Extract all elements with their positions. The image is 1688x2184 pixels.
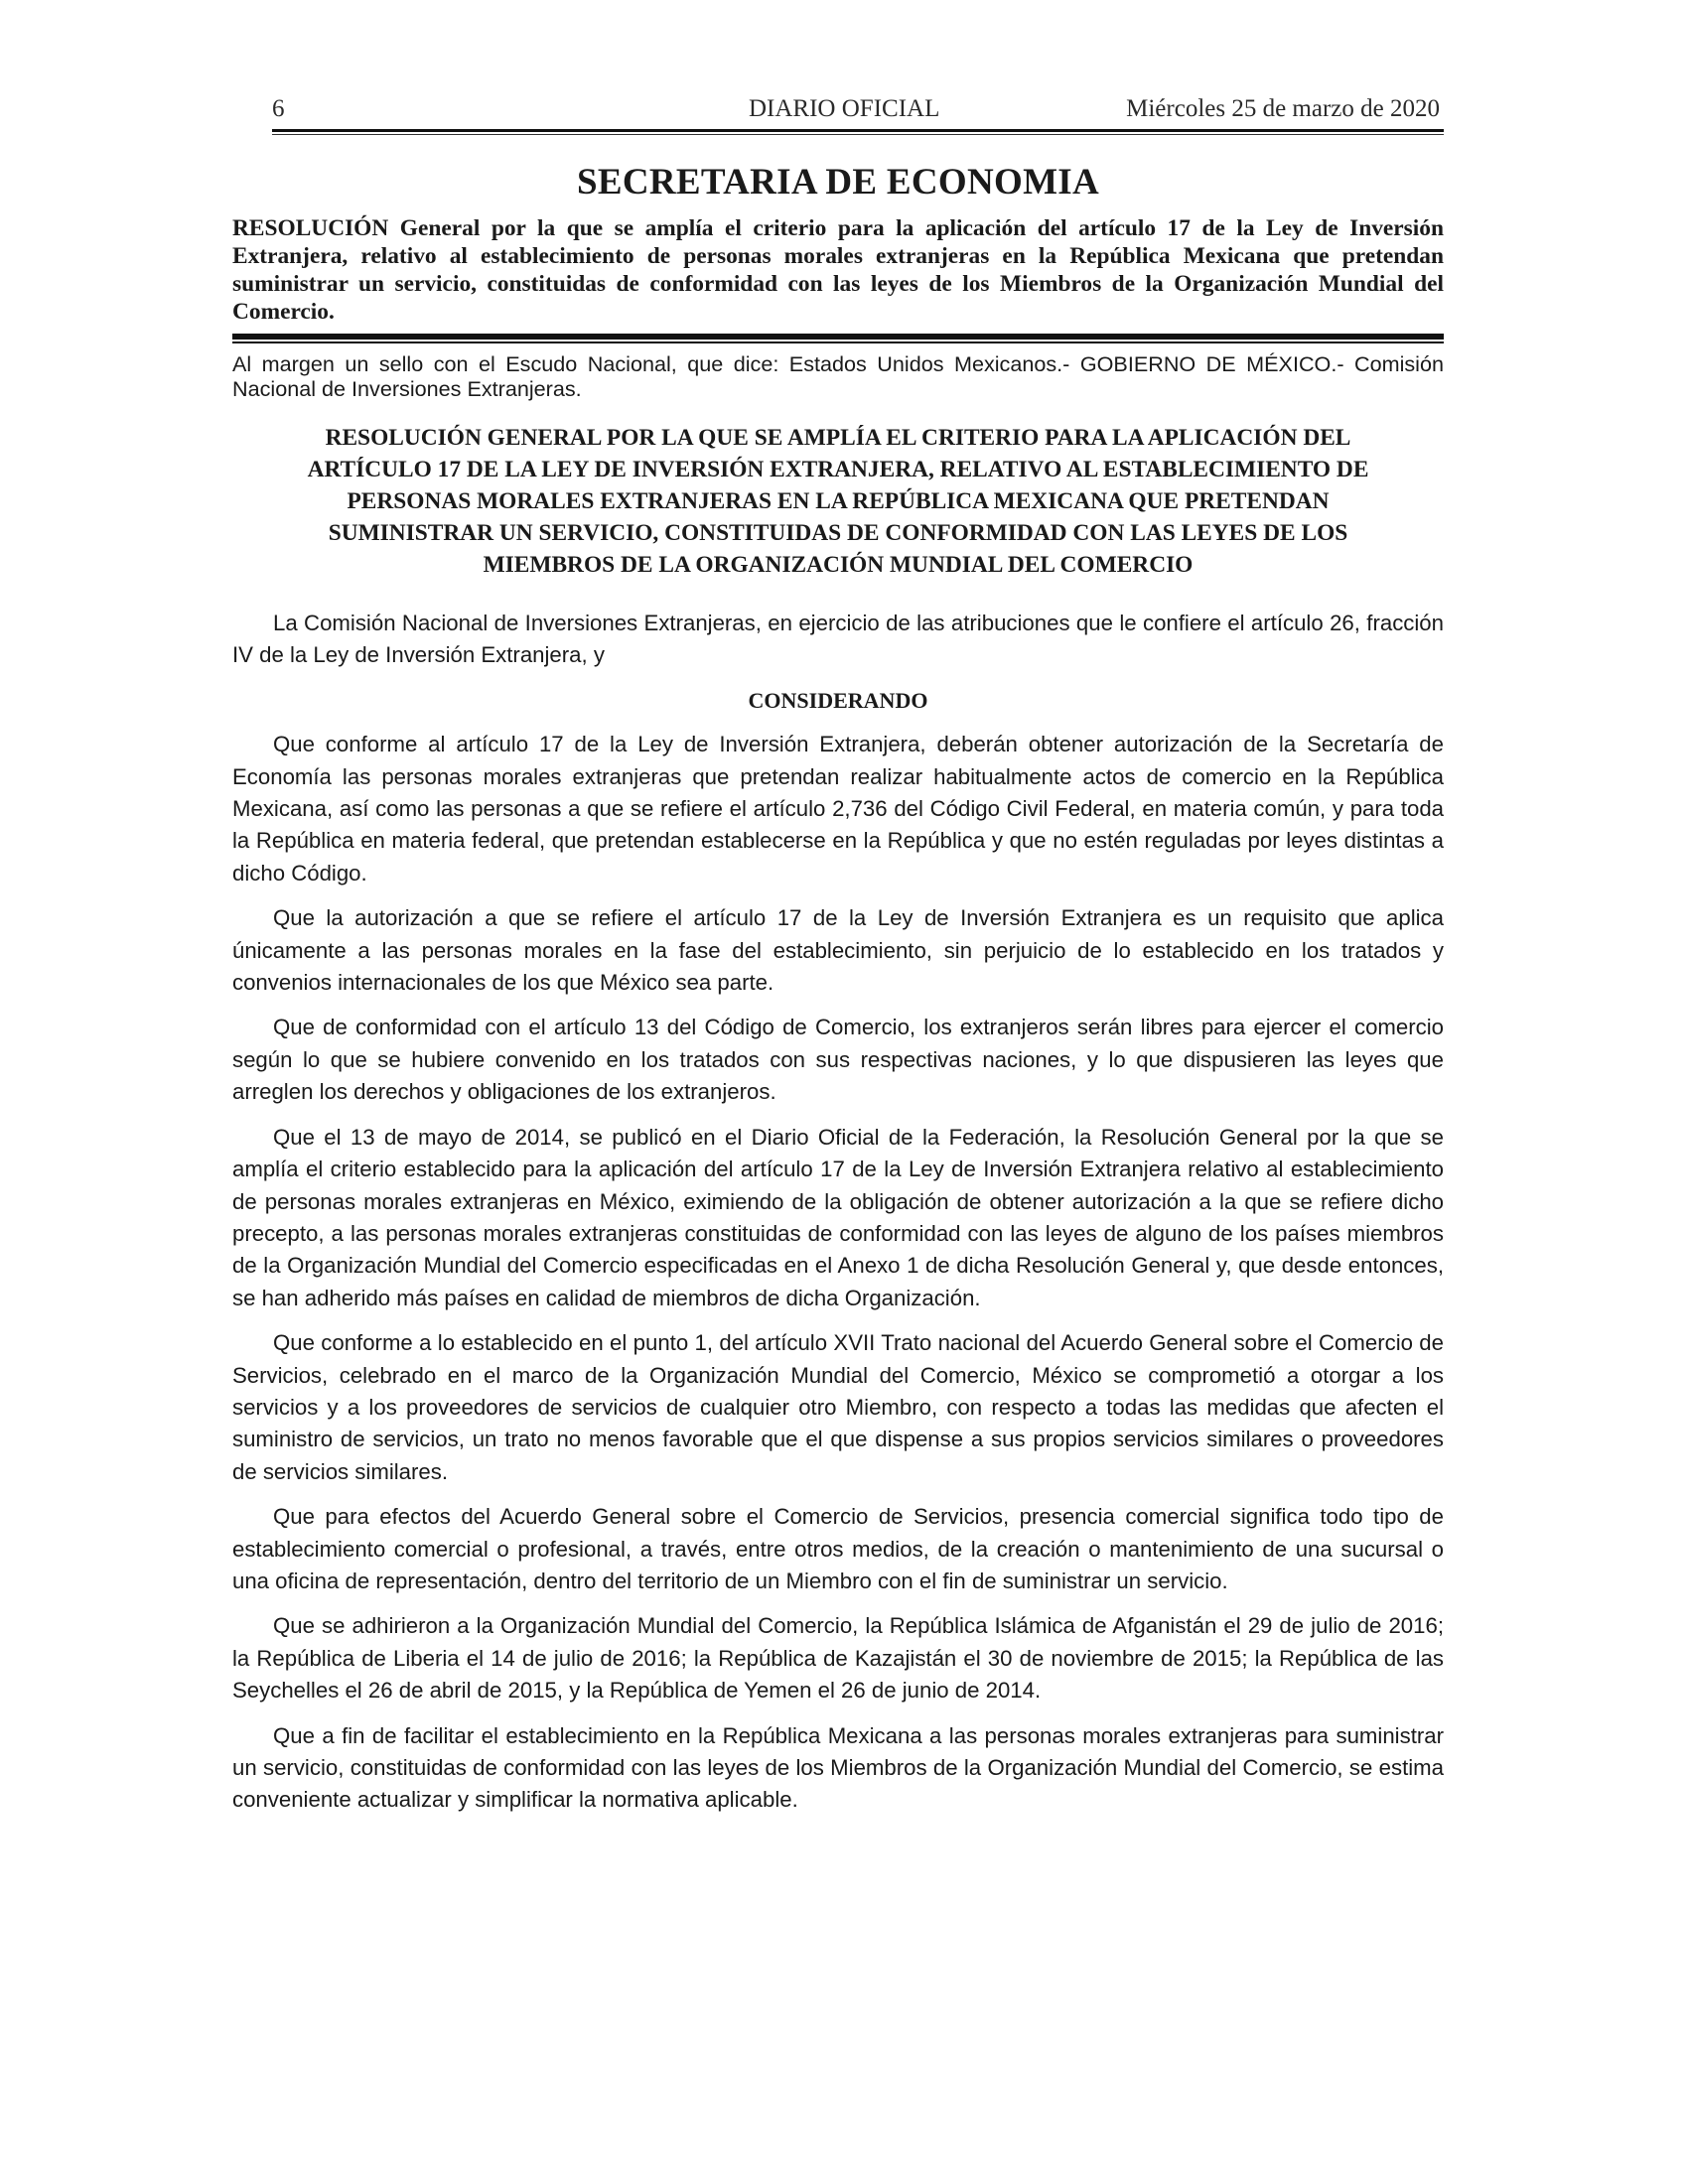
summary-text: General por la que se amplía el criterio para la aplicación del artículo 17 de la Ley de Inversión Extranjera, relativo al establecimiento de personas morales extranjeras en la República Mexicana que pretendan suministrar un servicio, constituidas de conformidad con las leyes de los Miembros de la Organización Mundial del Comercio. — [232, 215, 1444, 325]
summary-rule-thin — [232, 341, 1444, 343]
margin-note: Al margen un sello con el Escudo Nacional, que dice: Estados Unidos Mexicanos.- GOBIERNO DE MÉXICO.- Comisión Nacional de Inversiones Extranjeras. — [232, 351, 1444, 401]
paragraph: Que la autorización a que se refiere el artículo 17 de la Ley de Inversión Extranjera es un requisito que aplica únicamente a las personas morales en la fase del establecimiento, sin perjuicio de lo establecido en los tratados y convenios internacionales de los que México sea parte. — [232, 905, 1444, 996]
paragraph: Que para efectos del Acuerdo General sobre el Comercio de Servicios, presencia comercial significa todo tipo de establecimiento comercial o profesional, a través, entre otros medios, de la creación o mantenimiento de una sucursal o una oficina de representación, dentro del territorio de un Miembro con el fin de suministrar un servicio. — [232, 1504, 1444, 1593]
considerando-heading: CONSIDERANDO — [748, 687, 928, 713]
section-title: SECRETARIA DE ECONOMIA — [576, 162, 1100, 203]
document-page — [232, 91, 1444, 1813]
paragraph: Que el 13 de mayo de 2014, se publicó en el Diario Oficial de la Federación, la Resolución General por la que se amplía el criterio establecido para la aplicación del artículo 17 de la Ley de Inversión Extranjera relativo al establecimiento de personas morales extranjeras en México, eximiendo de la obligación de obtener autorización a la que se refiere dicho precepto, a las personas morales extranjeras constituidas de conformidad con las leyes de alguno de los países miembros de la Organización Mundial del Comercio especificadas en el Anexo 1 de dicha Resolución General y, que desde entonces, se han adherido más países en calidad de miembros de dicha Organización. — [232, 1124, 1444, 1310]
header-rule-thin — [272, 134, 1444, 135]
paragraph: Que conforme al artículo 17 de la Ley de Inversión Extranjera, deberán obtener autorización de la Secretaría de Economía las personas morales extranjeras que pretendan realizar habitualmente actos de comercio en la República Mexicana, así como las personas a que se refiere el artículo 2,736 del Código Civil Federal, en materia común, y para toda la República en materia federal, que pretendan establecerse en la República y que no estén reguladas por leyes distintas a dicho Código. — [232, 732, 1444, 886]
journal-name: DIARIO OFICIAL — [749, 95, 940, 122]
running-header — [232, 91, 1444, 129]
summary-block — [232, 214, 1444, 326]
preamble: La Comisión Nacional de Inversiones Extranjeras, en ejercicio de las atribuciones que le confiere el artículo 26, fracción IV de la Ley de Inversión Extranjera, y — [232, 611, 1444, 668]
paragraph: Que de conformidad con el artículo 13 del Código de Comercio, los extranjeros serán libres para ejercer el comercio según lo que se hubiere convenido en los tratados con sus respectivas naciones, y lo que dispusieren las leyes que arreglen los derechos y obligaciones de los extranjeros. — [232, 1015, 1444, 1105]
header-rule — [272, 129, 1444, 132]
paragraph: Que se adhirieron a la Organización Mundial del Comercio, la República Islámica de Afganistán el 29 de julio de 2016; la República de Liberia el 14 de julio de 2016; la República de Kazajistán el 30 de noviembre de 2015; la República de las Seychelles el 26 de abril de 2015, y la República de Yemen el 26 de junio de 2014. — [232, 1613, 1444, 1704]
summary-lead: RESOLUCIÓN — [232, 215, 389, 241]
paragraph: Que a fin de facilitar el establecimiento en la República Mexicana a las personas morales extranjeras para suministrar un servicio, constituidas de conformidad con las leyes de los Miembros de la Organización Mundial del Comercio, se estima conveniente actualizar y simplificar la normativa aplicable. — [232, 1722, 1444, 1813]
document-body — [232, 608, 1444, 1830]
paragraph: Que conforme a lo establecido en el punto 1, del artículo XVII Trato nacional del Acuerdo General sobre el Comercio de Servicios, celebrado en el marco de la Organización Mundial del Comercio, México se comprometió a otorgar a los servicios y a los proveedores de servicios de cualquier otro Miembro, con respecto a todas las medidas que afecten el suministro de servicios, un trato no menos favorable que el que dispense a sus propios servicios similares o proveedores de servicios similares. — [232, 1330, 1444, 1484]
page-number: 6 — [272, 95, 285, 122]
summary-rule — [232, 334, 1444, 340]
issue-date: Miércoles 25 de marzo de 2020 — [1126, 95, 1440, 122]
document-heading: RESOLUCIÓN GENERAL POR LA QUE SE AMPLÍA EL CRITERIO PARA LA APLICACIÓN DEL ARTÍCULO 17 DE LA LEY DE INVERSIÓN EXTRANJERA, RELATIVO AL ESTABLECIMIENTO DE PERSONAS MORALES EXTRANJERAS EN LA REPÚBLICA MEXICANA QUE PRETENDAN SUMINISTRAR UN SERVICIO, CONSTITUIDAS DE CONFORMIDAD CON LAS LEYES DE LOS MIEMBROS DE LA ORGANIZACIÓN MUNDIAL DEL COMERCIO — [307, 425, 1369, 578]
